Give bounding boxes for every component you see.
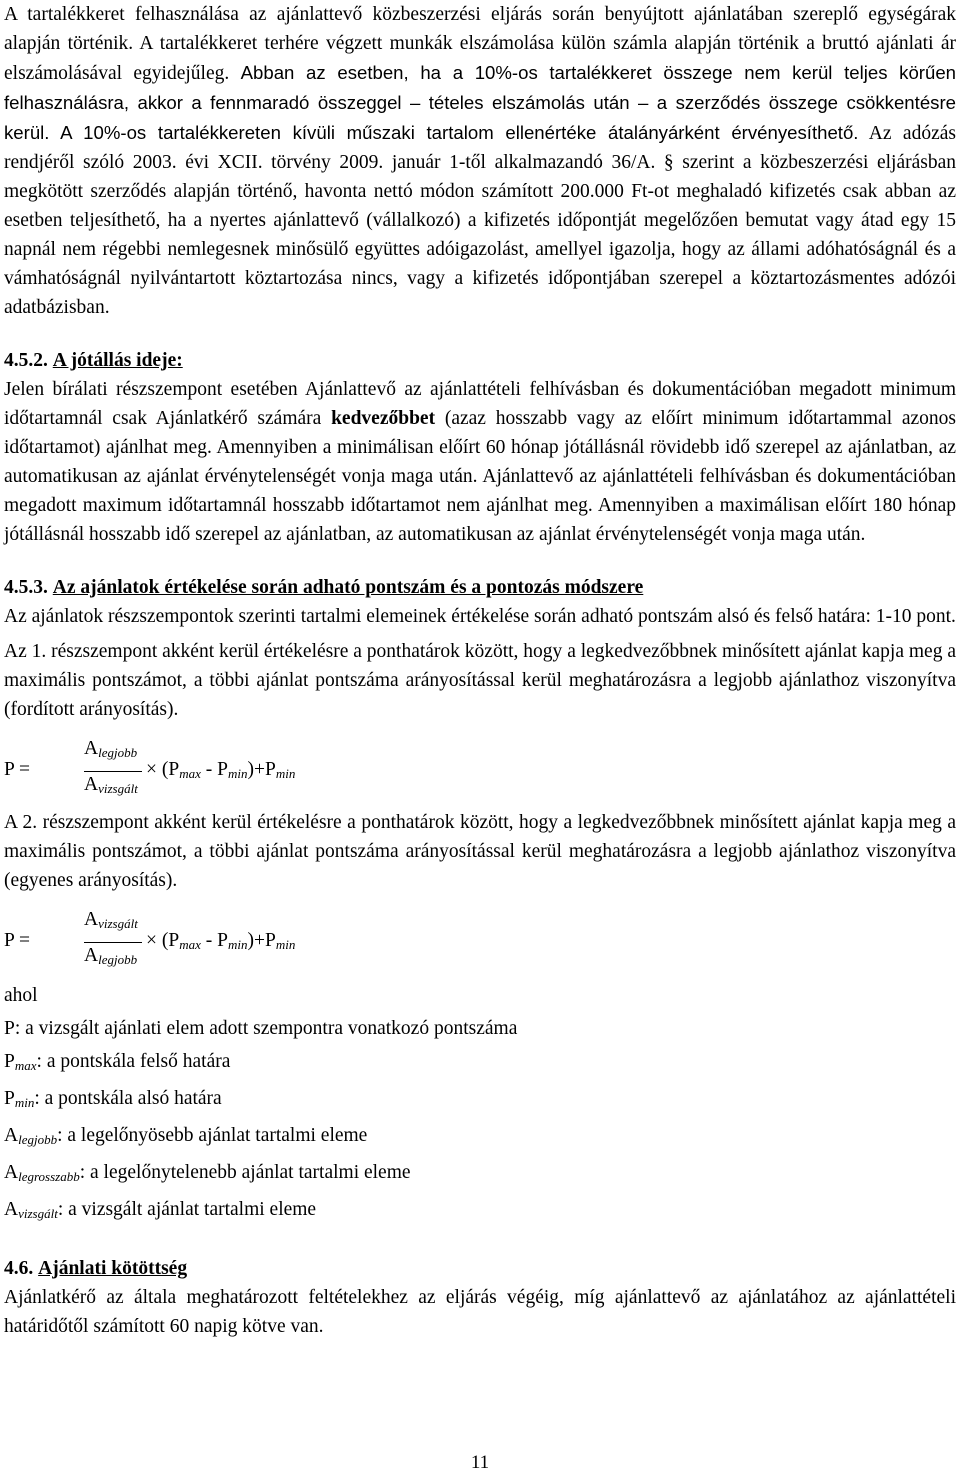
- section-452-number: 4.5.2.: [4, 350, 48, 371]
- formula-fraction: [84, 909, 146, 973]
- formula-direct: [4, 909, 956, 973]
- section-46-number: 4.6.: [4, 1258, 34, 1279]
- formula-rest: × $(P_{max} - P_{min})+P_{min}$: [146, 759, 296, 781]
- section-452-text-b: (azaz hosszabb vagy az előírt minimum időtartammal azonos időtartamot) ajánlhat meg. Amennyiben a minimálisan előírt 60 hónap jótállásnál rövidebb idő szerepel az ajánlatban, az automatikusan az ajánlat érvénytelenségét vonja maga után. Ajánlattevő az ajánlattételi felhívásban és dokumentációban megadott maximum időtartamnál hosszabb időtartamot nem ajánlhat meg. Amennyiben a maximálisan előírt 180 hónap jótállásnál hosszabb idő szerepel az ajánlatban, az automatikusan az ajánlat érvénytelenségét vonja maga után.: [4, 408, 957, 545]
- formula-rest: × $(P_{max} - P_{min})+P_{min}$: [146, 930, 296, 952]
- paragraph-part-1: A tartalékkeret felhasználása az ajánlattevő közbeszerzési eljárás során benyújtott ajánlatában szereplő egységárak alapján történik. A tartalékkeret terhére végzett munkák elszámolása külön számla alapján történik a bruttó ajánlati ár elszámolásával egyidejűleg.: [4, 4, 956, 84]
- section-46-title: Ajánlati kötöttség: [38, 1258, 188, 1279]
- formula-reverse: [4, 738, 956, 802]
- definition-item: Pmax: a pontskála felső határa: [4, 1051, 231, 1073]
- formula-denominator: $A_{vizsgált}$: [84, 774, 138, 796]
- definitions-list: [4, 1012, 956, 1230]
- section-453-heading: [4, 573, 956, 602]
- section-452-bold: kedvezőbbet: [331, 408, 436, 429]
- definition-item: Pmin: a pontskála alsó határa: [4, 1088, 222, 1110]
- definition-item: P: a vizsgált ajánlati elem adott szempontra vonatkozó pontszáma: [4, 1018, 518, 1039]
- formula-denominator: $A_{legjobb}$: [84, 945, 138, 967]
- section-453-title: Az ajánlatok értékelése során adható pontszám és a pontozás módszere: [52, 577, 644, 598]
- fraction-bar: [84, 942, 142, 943]
- paragraph-part-3: Az adózás rendjéről szóló 2003. évi XCII. törvény 2009. január 1-től alkalmazandó 36/A. § szerint a közbeszerzési eljárásban megkötött szerződés alapján történő, havonta nettó módon számított 200.000 Ft-ot meghaladó kifizetés csak abban az esetben teljesíthető, ha a nyertes ajánlattevő (vállalkozó) a kifizetés időpontját megelőzően bemutat vagy átad egy 15 napnál nem régebbi nemlegesnek minősülő együttes adóigazolást, amellyel igazolja, hogy az állami adóhatóságnál és a vámhatóságnál nyilvántartott köztartozása nincs, vagy a kifizetés időpontjában szerepel a köztartozásmentes adózói adatbázisban.: [4, 123, 956, 318]
- definition-item: Alegrosszabb: a legelőnytelenebb ajánlat tartalmi eleme: [4, 1162, 411, 1184]
- section-452-body: [4, 375, 956, 549]
- formula-numerator: $A_{legjobb}$: [84, 738, 138, 760]
- section-453-text-1: Az 1. részszempont akként kerül értékelésre a ponthatárok között, hogy a legkedvezőbbnek minősített ajánlat kapja meg a maximális pontszámot, a többi ajánlat pontszáma arányosítással kerül meghatározásra a legjobb ajánlathoz viszonyítva (fordított arányosítás).: [4, 641, 956, 720]
- formula-fraction: [84, 738, 146, 802]
- paragraph-part-2: Abban az esetben, ha a 10%-os tartalékkeret összege nem kerül teljes körűen felhasználásra, akkor a fennmaradó összeggel – tételes elszámolás után – a szerződés összege csökkentésre kerül. A 10%-os tartalékkereten kívüli műszaki tartalom ellenértéke átalányárként érvényesíthető.: [4, 62, 956, 143]
- section-452-heading: [4, 346, 956, 375]
- section-46-heading: [4, 1254, 956, 1283]
- section-452-title: A jótállás ideje:: [52, 350, 183, 371]
- section-453-number: 4.5.3.: [4, 577, 48, 598]
- formula-lhs: P =: [4, 930, 30, 951]
- formula-lhs: P =: [4, 759, 30, 780]
- section-46-body: Ajánlatkérő az általa meghatározott feltételekhez az eljárás végéig, míg ajánlattevő az ajánlatához az ajánlattételi határidőtől számított 60 napig kötve van.: [4, 1287, 956, 1337]
- section-453-intro: Az ajánlatok részszempontok szerinti tartalmi elemeinek értékelése során adható pontszám alsó és felső határa: 1-10 pont.: [4, 606, 956, 627]
- formula-numerator: $A_{vizsgált}$: [84, 909, 138, 931]
- definition-item: Alegjobb: a legelőnyösebb ajánlat tartalmi eleme: [4, 1125, 368, 1147]
- section-452-text-a: Jelen bírálati részszempont esetében Ajánlattevő az ajánlattételi felhívásban és dokumentációban megadott minimum időtartamnál csak Ajánlatkérő számára: [4, 379, 956, 429]
- definition-item: Avizsgált: a vizsgált ajánlat tartalmi eleme: [4, 1199, 317, 1221]
- document-page: [4, 0, 956, 1341]
- fraction-bar: [84, 771, 142, 772]
- section-453-text-2: A 2. részszempont akként kerül értékelésre a ponthatárok között, hogy a legkedvezőbbnek minősített ajánlat kapja meg a maximális pontszámot, a többi ajánlat pontszáma arányosítással kerül meghatározásra a legjobb ajánlathoz viszonyítva (egyenes arányosítás).: [4, 812, 956, 891]
- page-number: 11: [470, 1452, 490, 1473]
- ahol-label: ahol: [4, 985, 38, 1006]
- paragraph-tartalekkeret: [4, 0, 956, 322]
